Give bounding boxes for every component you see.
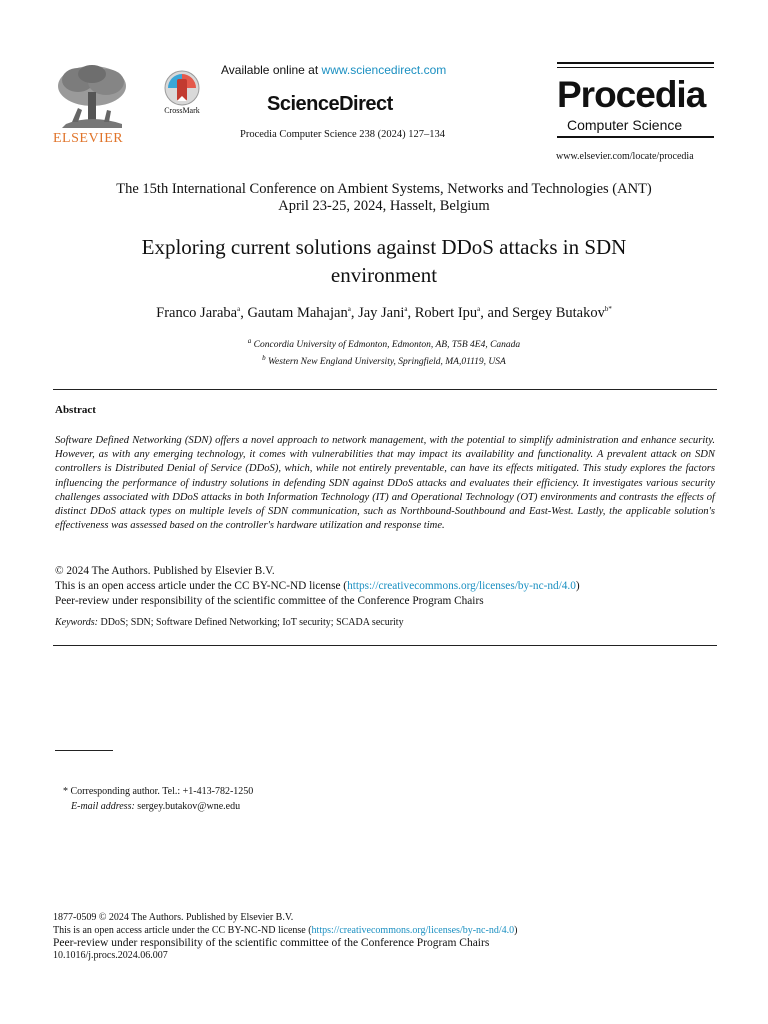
journal-url[interactable]: www.elsevier.com/locate/procedia <box>556 151 694 162</box>
bottom-license-line: This is an open access article under the CC BY-NC-ND license (https://creativecommons.org/licenses/by-nc-nd/4.0) <box>53 924 518 936</box>
procedia-rule-bottom <box>557 136 714 138</box>
abstract-body: Software Defined Networking (SDN) offers a novel approach to network management, with the potential to simplify administration and enhance security. However, as with any emerging technology, it comes with vulnerabilities that may impact its availability and functionality. A prevalent attack on SDN controllers is Distributed Denial of Service (DDoS), which, while not entirely preventable, can have its effects mitigated. This study explores the factors influencing the performance of industry solutions in defending SDN against DDoS attacks and evaluates their efficiency. It investigates various security challenges associated with DDoS attacks in both Information Technology (IT) and Operational Technology (OT) environments and contrasts the effects of distinct DDoS attack types on multiple levels of SDN communication, such as Northbound-Southbound and East-West. Lastly, the applicable solution's effectiveness was assessed based on the controller's hardware utilization and response time. <box>55 435 715 532</box>
keywords <box>55 617 404 628</box>
copyright-line: © 2024 The Authors. Published by Elsevier B.V. <box>55 565 275 577</box>
available-online <box>221 63 446 77</box>
license-line: This is an open access article under the CC BY-NC-ND license (https://creativecommons.org/licenses/by-nc-nd/4.0) <box>55 580 580 592</box>
footnote-rule <box>55 750 113 751</box>
procedia-logo <box>557 62 714 138</box>
issn-line: 1877-0509 © 2024 The Authors. Published by Elsevier B.V. <box>53 912 294 923</box>
author: and Sergey Butakov$^{b*}$ <box>487 305 612 321</box>
license-link[interactable]: https://creativecommons.org/licenses/by-nc-nd/4.0 <box>347 580 576 592</box>
author: Franco Jaraba$^a$, <box>156 305 248 321</box>
title-line-2: environment <box>330 263 438 287</box>
author: Gautam Mahajan$^a$, <box>247 305 359 321</box>
author: Robert Ipu$^a$, <box>414 305 488 321</box>
front-matter-footer <box>53 912 517 963</box>
journal-reference: Procedia Computer Science 238 (2024) 127–134 <box>240 129 445 140</box>
procedia-rule-top <box>557 62 714 64</box>
corresponding-author: * Corresponding author. Tel.: +1-413-782-1250 <box>63 786 254 797</box>
peer-review-line: Peer-review under responsibility of the scientific committee of the Conference Program Chairs <box>55 595 484 607</box>
procedia-rule-top-2 <box>557 67 714 68</box>
bottom-license-link[interactable]: https://creativecommons.org/licenses/by-nc-nd/4.0 <box>311 924 515 936</box>
email-address[interactable]: sergey.butakov@wne.edu <box>134 801 241 812</box>
footnote <box>63 784 253 814</box>
abstract-heading: Abstract <box>55 404 96 416</box>
divider-top <box>53 389 717 390</box>
author-list <box>0 305 768 322</box>
procedia-wordmark: Procedia <box>557 74 706 115</box>
email-line: E-mail address: sergey.butakov@wne.edu <box>71 801 241 812</box>
elsevier-logo <box>52 62 132 148</box>
affiliations <box>0 335 768 369</box>
paper-title <box>0 233 768 289</box>
available-prefix: Available online at <box>221 63 322 77</box>
computer-science-wordmark: Computer Science <box>567 117 683 133</box>
divider-bottom <box>53 645 717 646</box>
affiliation-b: $^b$ Western New England University, Springfield, MA,01119, USA <box>262 354 506 368</box>
copyright-block <box>55 564 715 609</box>
conference-name: The 15th International Conference on Ambient Systems, Networks and Technologies (ANT) <box>116 181 652 197</box>
elsevier-wordmark: ELSEVIER <box>53 131 124 146</box>
author: Jay Jani$^a$, <box>358 305 415 321</box>
title-line-1: Exploring current solutions against DDoS attacks in SDN <box>141 235 627 259</box>
crossmark-label: CrossMark <box>164 106 200 115</box>
doi[interactable]: 10.1016/j.procs.2024.06.007 <box>53 950 168 961</box>
elsevier-tree-icon <box>52 62 132 130</box>
sciencedirect-wordmark: ScienceDirect <box>267 93 393 115</box>
keywords-label: Keywords: <box>55 617 98 628</box>
affiliation-a: $^a$ Concordia University of Edmonton, Edmonton, AB, T5B 4E4, Canada <box>247 337 521 351</box>
conference-dates: April 23-25, 2024, Hasselt, Belgium <box>278 198 490 214</box>
sciencedirect-link[interactable]: www.sciencedirect.com <box>321 63 447 77</box>
crossmark-icon <box>164 70 200 106</box>
keywords-text: DDoS; SDN; Software Defined Networking; IoT security; SCADA security <box>97 617 404 628</box>
conference-info <box>0 181 768 215</box>
bottom-peer-review: Peer-review under responsibility of the scientific committee of the Conference Program Chairs <box>53 937 490 949</box>
crossmark-badge[interactable] <box>158 70 206 120</box>
